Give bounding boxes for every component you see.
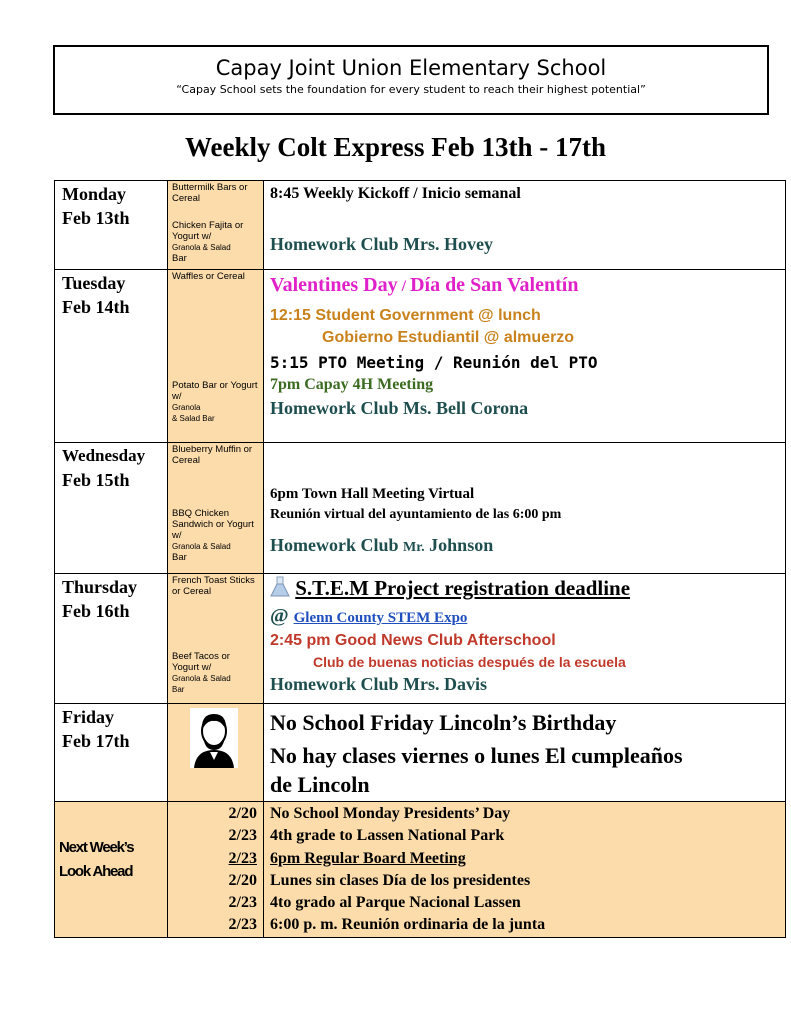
- lunch-menu: [168, 507, 263, 564]
- lookahead-item: 6pm Regular Board Meeting: [270, 849, 466, 867]
- stem-expo-link[interactable]: Glenn County STEM Expo: [293, 610, 468, 626]
- event-kickoff: 8:45 Weekly Kickoff / Inicio semanal: [270, 185, 521, 202]
- event-homework-club: Homework Club Mrs. Davis: [270, 674, 487, 694]
- event-no-school: No School Friday Lincoln’s Birthday: [270, 710, 617, 735]
- lunch-menu-side: Granola & Salad: [172, 542, 231, 551]
- lookahead-item: 4th grade to Lassen National Park: [270, 827, 505, 845]
- table-row: [55, 704, 786, 802]
- events-cell: [264, 270, 786, 443]
- event-homework-club: Homework Club Ms. Bell Corona: [270, 398, 529, 418]
- menu-cell: [168, 270, 264, 443]
- stem-deadline-text: S.T.E.M Project registration deadline: [295, 576, 631, 600]
- flask-icon: [270, 576, 290, 598]
- lookahead-dates: [168, 802, 263, 937]
- lunch-menu-main: Potato Bar or Yogurt w/: [172, 380, 258, 402]
- menu-cell: [168, 704, 264, 802]
- breakfast-menu: Blueberry Muffin or Cereal: [172, 444, 253, 466]
- day-name: Wednesday: [62, 446, 146, 465]
- lunch-menu-main: Chicken Fajita or Yogurt w/: [172, 220, 244, 242]
- lunch-menu-end: & Salad Bar: [172, 414, 215, 423]
- lunch-menu: [168, 219, 263, 265]
- day-name: Friday: [62, 707, 114, 727]
- lookahead-item: Lunes sin clases Día de los presidentes: [270, 871, 531, 889]
- menu-cell: [168, 443, 264, 574]
- lunch-menu-side: Granola & Salad: [172, 674, 231, 683]
- lunch-menu: [168, 650, 263, 696]
- table-row: [55, 181, 786, 270]
- newsletter-title: Weekly Colt Express Feb 13th - 17th: [184, 132, 606, 162]
- day-date: Feb 15th: [62, 470, 130, 490]
- lookahead-date: 2/23: [228, 894, 257, 912]
- table-row: [55, 574, 786, 704]
- lookahead-row: [55, 802, 786, 938]
- at-sign: @: [270, 605, 289, 627]
- homework-club-title: Mr.: [403, 540, 425, 555]
- schedule-table: [54, 180, 786, 938]
- lunch-menu-main: Beef Tacos or Yogurt w/: [172, 651, 230, 673]
- menu-cell: [168, 181, 264, 270]
- event-good-news-club-es: Club de buenas noticias después de la escuela: [313, 654, 626, 670]
- event-student-government-es: Gobierno Estudiantil @ almuerzo: [322, 329, 575, 346]
- lunch-menu: [168, 379, 263, 425]
- events-cell: [264, 574, 786, 704]
- day-name: Tuesday: [62, 273, 126, 293]
- lunch-menu-end: Bar: [172, 552, 187, 563]
- homework-club-name: Johnson: [424, 535, 494, 555]
- events-cell: [264, 704, 786, 802]
- event-good-news-club: 2:45 pm Good News Club Afterschool: [270, 632, 556, 649]
- events-cell: [264, 443, 786, 574]
- lookahead-item: 4to grado al Parque Nacional Lassen: [270, 894, 521, 912]
- breakfast-menu: Waffles or Cereal: [172, 271, 245, 282]
- events-cell: [264, 181, 786, 270]
- lookahead-label-line1: Next Week’s: [59, 839, 134, 856]
- event-stem-expo: [264, 603, 785, 630]
- valentines-es: Día de San Valentín: [410, 274, 579, 296]
- day-date: Feb 16th: [62, 601, 130, 621]
- event-stem: [264, 574, 785, 603]
- header-box: [53, 45, 769, 115]
- school-name: Capay Joint Union Elementary School: [215, 56, 607, 80]
- event-student-government: 12:15 Student Government @ lunch: [270, 307, 541, 324]
- breakfast-menu: Buttermilk Bars or Cereal: [172, 182, 248, 204]
- day-date: Feb 13th: [62, 208, 130, 228]
- lunch-menu-end: Bar: [172, 253, 187, 264]
- lookahead-dates-cell: [168, 802, 264, 938]
- event-homework-club: Homework Club Mrs. Hovey: [270, 234, 493, 254]
- table-row: [55, 443, 786, 574]
- day-date: Feb 17th: [62, 731, 130, 751]
- event-town-hall: 6pm Town Hall Meeting Virtual: [270, 486, 475, 502]
- menu-cell: [168, 574, 264, 704]
- lookahead-item: 6:00 p. m. Reunión ordinaria de la junta: [270, 916, 546, 934]
- lookahead-label: [55, 802, 167, 884]
- homework-club-label: Homework Club: [270, 535, 404, 555]
- school-tagline: “Capay School sets the foundation for every student to reach their highest potential”: [176, 83, 646, 96]
- lincoln-portrait-icon: [190, 708, 238, 768]
- event-4h-meeting: 7pm Capay 4H Meeting: [270, 376, 434, 393]
- lookahead-label-line2: Look Ahead: [59, 863, 133, 880]
- breakfast-menu: French Toast Sticks or Cereal: [172, 575, 255, 597]
- event-town-hall-es: Reunión virtual del ayuntamiento de las 6:00 pm: [270, 507, 562, 522]
- lookahead-date: 2/20: [228, 805, 257, 822]
- lunch-menu-side: Granola & Salad: [172, 243, 231, 252]
- table-row: [55, 270, 786, 443]
- day-name: Monday: [62, 184, 127, 204]
- event-valentines: [264, 272, 785, 299]
- event-homework-club: [264, 533, 785, 558]
- event-pto-meeting: 5:15 PTO Meeting / Reunión del PTO: [270, 353, 598, 372]
- lookahead-date: 2/23: [228, 916, 257, 934]
- valentines-sep: /: [397, 278, 411, 295]
- day-name: Thursday: [62, 577, 138, 597]
- lunch-menu-main: BBQ Chicken Sandwich or Yogurt w/: [172, 508, 254, 541]
- lunch-menu-side: Granola: [172, 403, 201, 412]
- lookahead-date: 2/23: [228, 827, 257, 845]
- lookahead-item: No School Monday Presidents’ Day: [270, 805, 511, 822]
- lookahead-date: 2/23: [228, 849, 257, 867]
- lookahead-label-cell: [55, 802, 168, 938]
- day-date: Feb 14th: [62, 297, 130, 317]
- lunch-menu-end: Bar: [172, 685, 185, 694]
- lookahead-items-cell: [264, 802, 786, 938]
- event-no-school-es: No hay clases viernes o lunes El cumpleaños de Lincoln: [270, 743, 683, 797]
- lookahead-date: 2/20: [228, 871, 257, 889]
- valentines-en: Valentines Day: [270, 274, 398, 296]
- lookahead-items: [264, 802, 785, 937]
